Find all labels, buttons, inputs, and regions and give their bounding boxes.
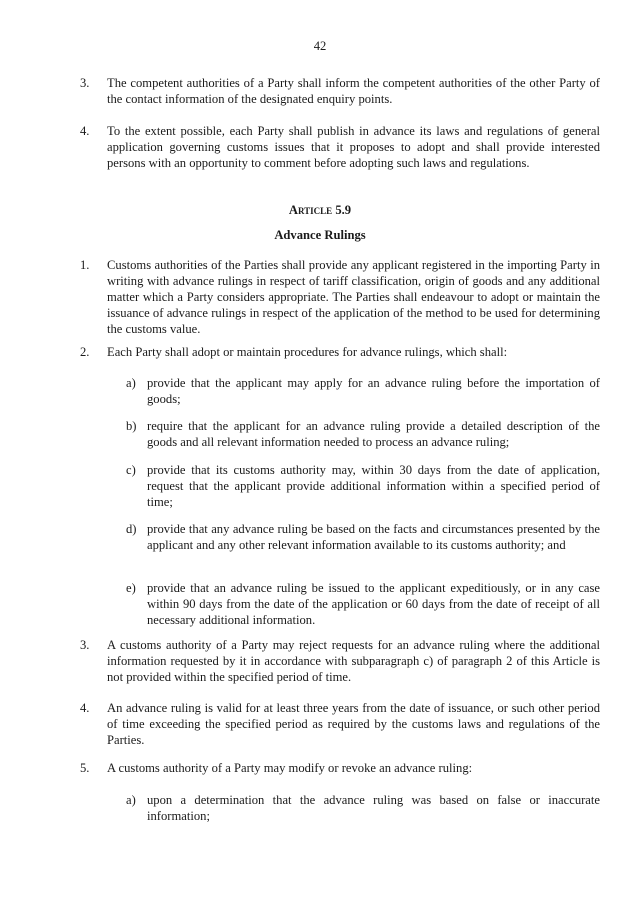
paragraph-text: A customs authority of a Party may modify or revoke an advance ruling: xyxy=(107,761,473,775)
subparagraph-2c xyxy=(126,462,600,510)
subparagraph-text: require that the applicant for an advance ruling provide a detailed description of the goods and all relevant information needed to process an advance ruling; xyxy=(147,419,600,449)
paragraph-text: A customs authority of a Party may reject requests for an advance ruling where the additional information requested by it in accordance with subparagraph c) of paragraph 2 of this Article is not provided within the specified period of time. xyxy=(107,638,600,684)
paragraph-number: 3. xyxy=(80,638,90,652)
paragraph-number: 5. xyxy=(80,761,90,775)
article-number: 5.9 xyxy=(335,203,352,217)
subparagraph-letter: a) xyxy=(126,376,136,390)
article-title: Advance Rulings xyxy=(274,228,366,242)
subparagraph-letter: d) xyxy=(126,522,137,536)
paragraph-text: Each Party shall adopt or maintain procedures for advance rulings, which shall: xyxy=(107,345,508,359)
paragraph-number: 4. xyxy=(80,701,90,715)
paragraph-1 xyxy=(80,257,600,337)
subparagraph-text: provide that any advance ruling be based on the facts and circumstances presented by the applicant and any other relevant information available to its customs authority; and xyxy=(147,522,600,552)
subparagraph-2a xyxy=(126,375,600,407)
page-number: 42 xyxy=(313,39,327,53)
subparagraph-letter: a) xyxy=(126,793,136,807)
paragraph-text: To the extent possible, each Party shall publish in advance its laws and regulations of general application governing customs issues that it proposes to adopt and shall provide interested persons with an opportunity to comment before adopting such laws and regulations. xyxy=(107,124,600,170)
subparagraph-2d xyxy=(126,521,600,553)
paragraph-4 xyxy=(80,700,600,748)
paragraph-5 xyxy=(80,760,600,776)
paragraph-pre-3 xyxy=(80,75,600,107)
subparagraph-letter: b) xyxy=(126,419,137,433)
subparagraph-2e xyxy=(126,580,600,628)
subparagraph-5a xyxy=(126,792,600,824)
paragraph-pre-4 xyxy=(80,123,600,171)
paragraph-number: 3. xyxy=(80,76,90,90)
paragraph-text: Customs authorities of the Parties shall provide any applicant registered in the importing Party in writing with advance rulings in respect of tariff classification, origin of goods and any additional matter which a Party considers appropriate. The Parties shall endeavour to adopt or maintain the issuance of advance rulings in respect of the application of the method to be used for determining the customs value. xyxy=(107,258,600,336)
paragraph-3 xyxy=(80,637,600,685)
paragraph-number: 1. xyxy=(80,258,90,272)
subparagraph-letter: e) xyxy=(126,581,136,595)
paragraph-number: 2. xyxy=(80,345,90,359)
article-word: Article xyxy=(288,203,333,217)
subparagraph-text: provide that the applicant may apply for an advance ruling before the importation of goods; xyxy=(147,376,600,406)
subparagraph-text: provide that its customs authority may, within 30 days from the date of application, request that the applicant provide additional information within a specified period of time; xyxy=(147,463,600,509)
paragraph-text: The competent authorities of a Party shall inform the competent authorities of the other Party of the contact information of the designated enquiry points. xyxy=(107,76,600,106)
paragraph-number: 4. xyxy=(80,124,90,138)
paragraph-2 xyxy=(80,344,600,360)
subparagraph-2b xyxy=(126,418,600,450)
subparagraph-text: provide that an advance ruling be issued to the applicant expeditiously, or in any case within 90 days from the date of the application or 60 days from the date of receipt of all necessary additional information. xyxy=(147,581,600,627)
article-label xyxy=(0,202,640,218)
subparagraph-text: upon a determination that the advance ruling was based on false or inaccurate information; xyxy=(147,793,600,823)
paragraph-text: An advance ruling is valid for at least three years from the date of issuance, or such other period of time exceeding the specified period as required by the customs laws and regulations of the Parties. xyxy=(107,701,600,747)
subparagraph-letter: c) xyxy=(126,463,136,477)
